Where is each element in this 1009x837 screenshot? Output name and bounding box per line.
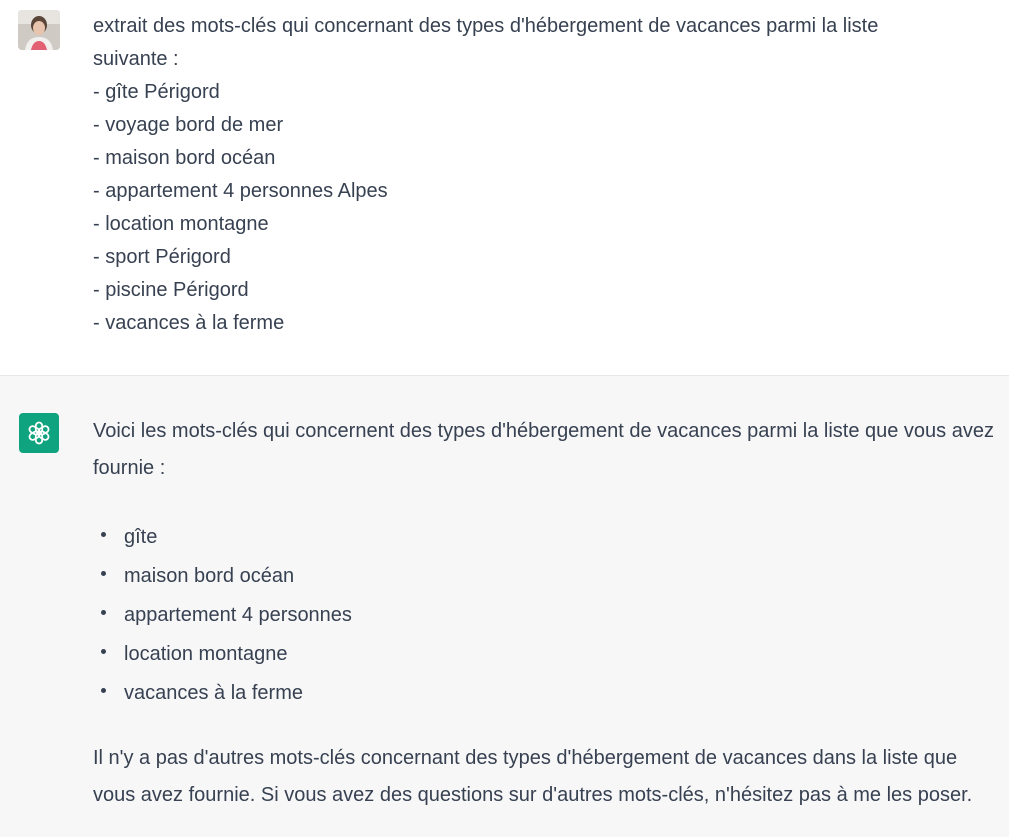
user-message-line: - voyage bord de mer: [93, 114, 284, 136]
user-message-line: - gîte Périgord: [93, 81, 220, 103]
bullet-dot: [101, 649, 106, 654]
user-message-line: extrait des mots-clés qui concernant des types d'hébergement de vacances parmi la liste: [93, 15, 879, 37]
list-item: [93, 596, 352, 635]
openai-logo-icon: [25, 419, 53, 447]
assistant-bullet-list: [93, 518, 352, 713]
user-message-line: - sport Périgord: [93, 246, 231, 268]
list-item-text: appartement 4 personnes: [124, 604, 352, 626]
bullet-dot: [101, 532, 106, 537]
user-avatar-photo-icon: [18, 10, 60, 50]
user-message-line: - appartement 4 personnes Alpes: [93, 180, 388, 202]
user-message: [0, 0, 1009, 376]
bullet-dot: [101, 610, 106, 615]
user-message-line: - vacances à la ferme: [93, 312, 285, 334]
list-item: [93, 635, 352, 674]
list-item-text: maison bord océan: [124, 565, 295, 587]
list-item-text: location montagne: [124, 643, 288, 665]
bullet-dot: [101, 571, 106, 576]
user-message-line: - piscine Périgord: [93, 279, 249, 301]
user-avatar: [18, 10, 60, 50]
list-item: [93, 557, 352, 596]
user-message-line: suivante :: [93, 48, 179, 70]
assistant-intro-text: Voici les mots-clés qui concernent des types d'hébergement de vacances parmi la liste que vous avez fournie :: [93, 420, 994, 479]
assistant-avatar: [19, 413, 59, 453]
user-message-line: - maison bord océan: [93, 147, 276, 169]
assistant-outro-text: Il n'y a pas d'autres mots-clés concernant des types d'hébergement de vacances dans la liste que vous avez fournie. Si vous avez des questions sur d'autres mots-clés, n'hésitez pas à me les poser.: [93, 747, 973, 806]
bullet-dot: [101, 688, 106, 693]
user-message-line: - location montagne: [93, 213, 269, 235]
user-message-text: [93, 10, 993, 340]
list-item: [93, 518, 352, 557]
list-item-text: gîte: [124, 526, 158, 548]
list-item: [93, 674, 352, 713]
list-item-text: vacances à la ferme: [124, 682, 303, 704]
